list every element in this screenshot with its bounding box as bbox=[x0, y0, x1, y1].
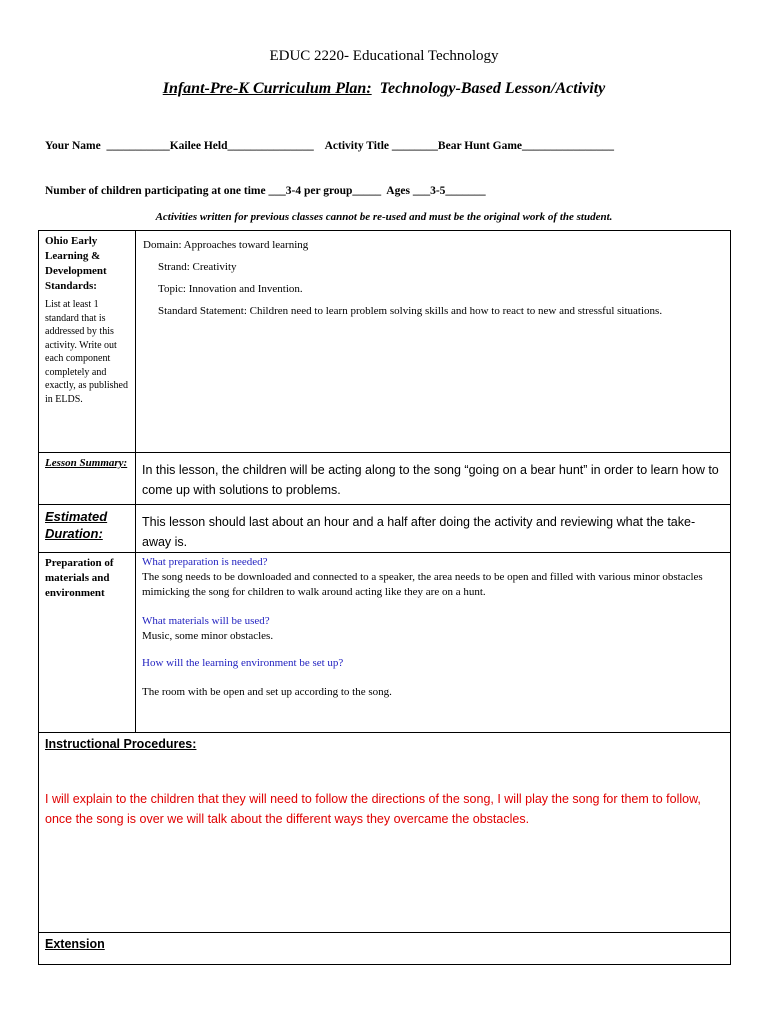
participants-ages-line bbox=[45, 185, 486, 197]
standard-domain: Domain: Approaches toward learning bbox=[143, 239, 309, 251]
children-count-label: Number of children participating at one time bbox=[45, 185, 266, 197]
ages-field[interactable]: ___3-5_______ bbox=[412, 185, 486, 197]
environment-answer: The room with be open and set up according to the song. bbox=[142, 686, 392, 698]
instructional-procedures-label: Instructional Procedures: bbox=[45, 737, 197, 751]
summary-content-cell[interactable] bbox=[136, 453, 731, 505]
standard-statement: Standard Statement: Children need to learn problem solving skills and how to react to new and stressful situations. bbox=[158, 305, 663, 317]
preparation-label-cell bbox=[39, 553, 136, 733]
preparation-question: What preparation is needed? bbox=[142, 556, 268, 568]
activity-title-label: Activity Title bbox=[324, 140, 390, 152]
procedures-cell[interactable] bbox=[39, 733, 731, 933]
originality-notice: Activities written for previous classes cannot be re-used and must be the original work of the student. bbox=[155, 211, 613, 223]
children-count-field[interactable]: ___3-4 per group_____ bbox=[268, 185, 382, 197]
lesson-summary-label: Lesson Summary: bbox=[45, 457, 128, 469]
estimated-duration-text: This lesson should last about an hour and a half after doing the activity and reviewing what the take-away is. bbox=[142, 515, 696, 549]
preparation-content bbox=[136, 553, 730, 700]
plan-title-sub: Technology-Based Lesson/Activity bbox=[371, 80, 606, 97]
course-title: EDUC 2220- Educational Technology bbox=[269, 48, 499, 64]
preparation-row bbox=[39, 553, 731, 733]
name-label: Your Name bbox=[45, 140, 101, 152]
preparation-answer: The song needs to be downloaded and connected to a speaker, the area needs to be open and filled with various minor obstacles mimicking the song for children to walk around acting like they are on a hunt. bbox=[142, 571, 703, 598]
plan-title-main: Infant-Pre-K Curriculum Plan: bbox=[162, 80, 372, 97]
preparation-content-cell[interactable] bbox=[136, 553, 731, 733]
standards-label-cell bbox=[39, 231, 136, 453]
procedures-row bbox=[39, 733, 731, 933]
standard-topic: Topic: Innovation and Invention. bbox=[158, 283, 303, 295]
lesson-plan-table bbox=[38, 230, 731, 965]
standard-strand: Strand: Creativity bbox=[158, 261, 237, 273]
name-activity-line bbox=[45, 140, 614, 152]
summary-row bbox=[39, 453, 731, 505]
materials-question: What materials will be used? bbox=[142, 615, 270, 627]
extension-row bbox=[39, 933, 731, 965]
lesson-summary-text: In this lesson, the children will be acting along to the song “going on a bear hunt” in order to learn how to come up with solutions to problems. bbox=[142, 463, 719, 497]
summary-label-cell bbox=[39, 453, 136, 505]
plan-title bbox=[0, 80, 768, 98]
duration-content-cell[interactable] bbox=[136, 505, 731, 553]
duration-row bbox=[39, 505, 731, 553]
standards-content-cell[interactable] bbox=[136, 231, 731, 453]
extension-cell[interactable] bbox=[39, 933, 731, 965]
standards-content bbox=[136, 231, 730, 322]
ages-label: Ages bbox=[386, 185, 410, 197]
standards-instructions: List at least 1 standard that is addressed by this activity. Write out each component completely and exactly, as published in ELDS. bbox=[45, 299, 128, 405]
activity-title-field[interactable]: ________Bear Hunt Game________________ bbox=[391, 140, 615, 152]
duration-label-cell bbox=[39, 505, 136, 553]
preparation-label: Preparation of materials and environment bbox=[45, 557, 114, 599]
estimated-duration-label: Estimated Duration: bbox=[45, 509, 108, 541]
extension-label: Extension bbox=[45, 937, 105, 951]
instructional-procedures-text: I will explain to the children that they will need to follow the directions of the song, I will play the song for them to follow, once the song is over we will talk about the different ways they overcame the obstacles. bbox=[45, 792, 701, 826]
standards-row bbox=[39, 231, 731, 453]
materials-answer: Music, some minor obstacles. bbox=[142, 630, 274, 642]
name-field[interactable]: ___________Kailee Held_______________ bbox=[106, 140, 314, 152]
standards-label: Ohio Early Learning & Development Standards: bbox=[45, 235, 107, 292]
environment-question: How will the learning environment be set up? bbox=[142, 657, 344, 669]
